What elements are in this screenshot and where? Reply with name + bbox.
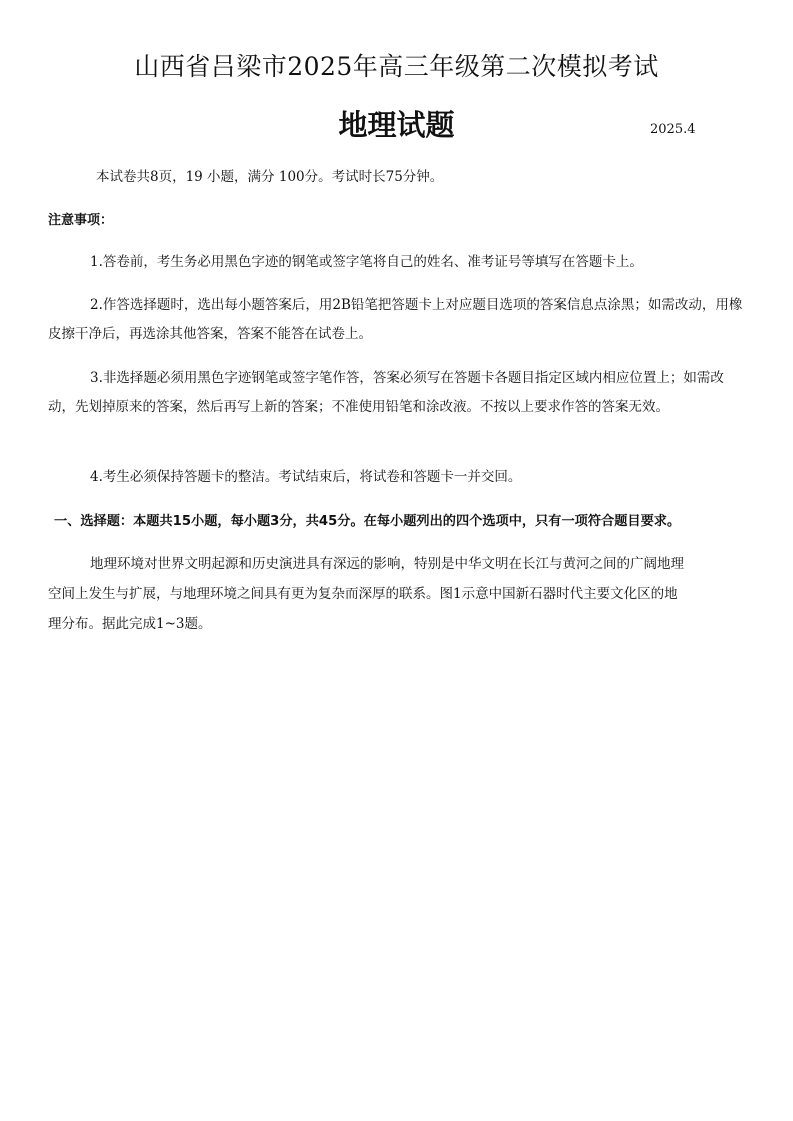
- exam-date: 2025.4: [650, 122, 696, 137]
- passage-line-2: 空间上发生与扩展，与地理环境之间具有更为复杂而深厚的联系。图1示意中国新石器时代主要文化区的地: [48, 586, 678, 602]
- notice-heading: 注意事项：: [48, 213, 114, 228]
- passage-line-3: 理分布。据此完成1~3题。: [48, 616, 212, 632]
- notice-item-1: 1.答卷前，考生务必用黑色字迹的钢笔或签字笔将自己的姓名、准考证号等填写在答题卡上。: [90, 254, 643, 270]
- notice-item-2: 2.作答选择题时，选出每小题答案后，用2B铅笔把答题卡上对应题目选项的答案信息点涂黑；如需改动，用橡皮擦干净后，再选涂其他答案，答案不能答在试卷上。: [48, 297, 743, 342]
- exam-subject-title: 地理试题: [338, 108, 455, 142]
- notice-item-4: 4.考生必须保持答题卡的整洁。考试结束后，将试卷和答题卡一并交回。: [90, 469, 522, 485]
- exam-title: 山西省吕梁市2025年高三年级第二次模拟考试: [134, 52, 659, 81]
- section-heading: 一、选择题：本题共15小题，每小题3分，共45分。在每小题列出的四个选项中，只有一项符合题目要求。: [54, 514, 681, 529]
- passage-line-1: 地理环境对世界文明起源和历史演进具有深远的影响，特别是中华文明在长江与黄河之间的广阔地理: [90, 556, 684, 572]
- notice-item-3: 3.非选择题必须用黑色字迹钢笔或签字笔作答，答案必须写在答题卡各题目指定区域内相应位置上；如需改动，先划掉原来的答案，然后再写上新的答案；不准使用铅笔和涂改液。不按以上要求作答的答案无效。: [48, 370, 724, 415]
- exam-intro: 本试卷共8页，19 小题，满分 100分。考试时长75分钟。: [96, 169, 444, 185]
